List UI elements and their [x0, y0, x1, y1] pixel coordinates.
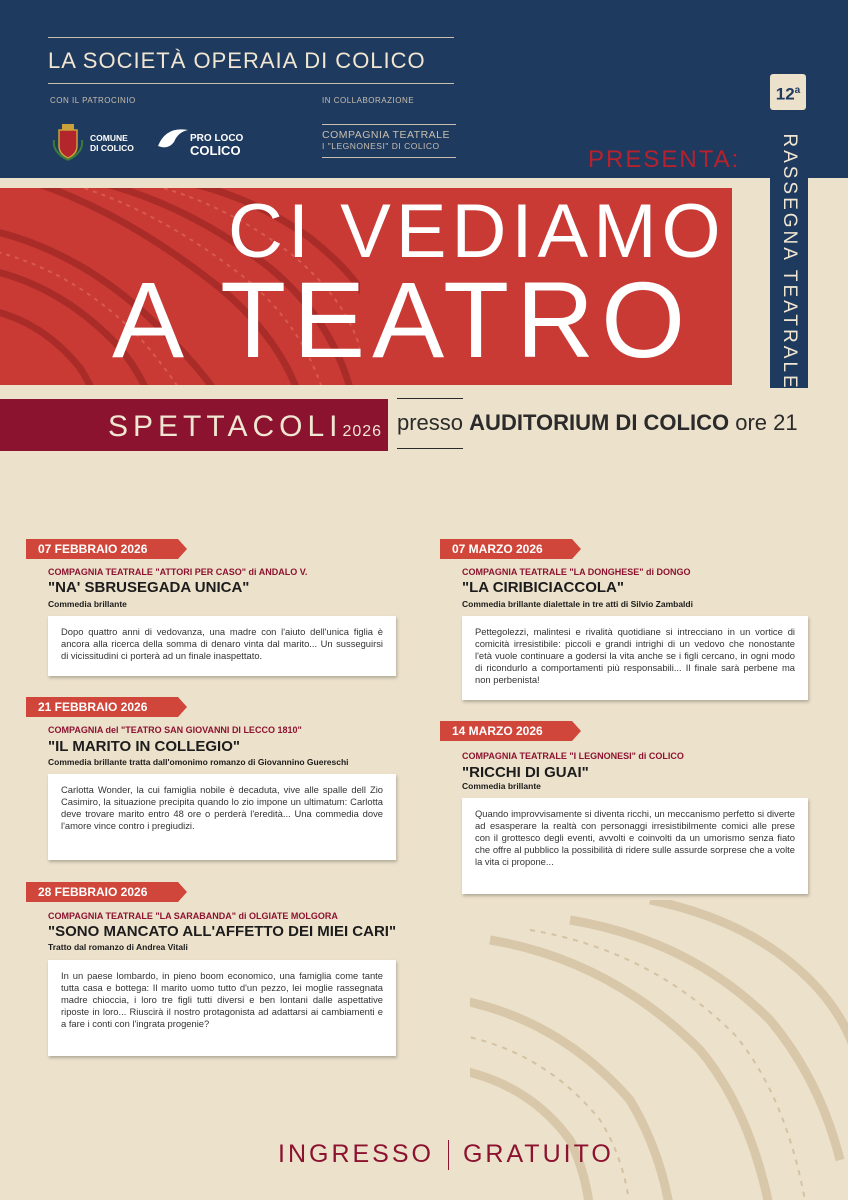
- company-collab-line1: COMPAGNIA TEATRALE: [322, 129, 451, 141]
- venue-line: [397, 410, 798, 436]
- proloco-label: [190, 133, 243, 157]
- show-company: COMPAGNIA TEATRALE "LA SARABANDA" di OLGIATE MOLGORA: [48, 911, 338, 921]
- show-company: COMPAGNIA TEATRALE "ATTORI PER CASO" di ANDALO V.: [48, 567, 308, 577]
- show-title: "RICCHI DI GUAI": [462, 764, 589, 781]
- edition-badge: [770, 74, 806, 110]
- show-description: Quando improvvisamente si diventa ricchi, un meccanismo perfetto si diverte ad esasperare la realtà con personaggi irresistibilmente comici alle prese con il grottesco degli eventi, avvolti e coinvolti da un umorismo senza fiato che offre al pubblico la possibilità di ridere sulle assurde sorprese che a volte la vita ci propone...: [462, 798, 808, 894]
- comune-crest-icon: [50, 122, 86, 162]
- divider: [322, 124, 456, 125]
- divider: [397, 398, 463, 399]
- show-date-tag: 07 FEBBRAIO 2026: [26, 539, 178, 559]
- organizer-title: LA SOCIETÀ OPERAIA DI COLICO: [48, 48, 426, 73]
- show-description: Pettegolezzi, malintesi e rivalità quotidiane si intrecciano in un vortice di comicità irresistibile: piccoli e grandi intrighi di un vedovo che nonostante l'età vuole continuare a godersi la vita anche se i figli cercano, in ogni modo di ricondurlo a comportamenti più responsabili... Il finale sarà perbene ma non perbenista!: [462, 616, 808, 700]
- rassegna-label: RASSEGNA TEATRALE: [779, 133, 800, 391]
- venue-place: AUDITORIUM DI COLICO: [469, 410, 730, 435]
- divider: [322, 157, 456, 158]
- footer-separator: [448, 1140, 449, 1170]
- edition-sup: a: [794, 85, 801, 96]
- show-company: COMPAGNIA TEATRALE "LA DONGHESE" di DONGO: [462, 567, 691, 577]
- comune-label: [90, 133, 134, 153]
- company-collab-line2: I "LEGNONESI" DI COLICO: [322, 141, 440, 151]
- spettacoli-text: SPETTACOLI: [108, 410, 343, 443]
- show-title: "IL MARITO IN COLLEGIO": [48, 738, 241, 755]
- show-genre: Commedia brillante tratta dall'omonimo romanzo di Giovannino Guereschi: [48, 757, 349, 767]
- show-description: In un paese lombardo, in pieno boom economico, una famiglia come tante tutta casa e bottega: Il marito uomo tutto d'un pezzo, lei moglie rassegnata madre chioccia, i loro tre figli tutti diversi e ben lontani dalle aspettative riposte in loro... Riuscirà il nostro protagonista ad adattarsi ai cambiamenti e a fare i conti con l'ingrata progenie?: [48, 960, 396, 1056]
- proloco-line2: COLICO: [190, 143, 241, 158]
- presenta-label: PRESENTA:: [588, 146, 741, 173]
- show-genre: Commedia brillante: [462, 781, 541, 791]
- collab-label: IN COLLABORAZIONE: [322, 96, 415, 105]
- comune-line2: DI COLICO: [90, 143, 134, 153]
- proloco-logo-icon: [156, 124, 192, 154]
- free-entry-label: [278, 1140, 614, 1170]
- divider: [48, 37, 454, 38]
- show-company: COMPAGNIA del "TEATRO SAN GIOVANNI DI LECCO 1810": [48, 725, 302, 735]
- gratuito-text: GRATUITO: [462, 1140, 614, 1168]
- show-title: "NA' SBRUSEGADA UNICA": [48, 579, 250, 596]
- show-title: "LA CIRIBICIACCOLA": [462, 579, 624, 596]
- show-description: Dopo quattro anni di vedovanza, una madre con l'aiuto dell'unica figlia è ancora alla ricerca della somma di denaro vinta dal marito... Un susseguirsi di vicissitudini ci porterà ad un finale inaspettato.: [48, 616, 396, 676]
- comune-line1: COMUNE: [90, 133, 128, 143]
- show-title: "SONO MANCATO ALL'AFFETTO DEI MIEI CARI": [48, 923, 397, 940]
- rassegna-label-wrap: [770, 133, 808, 391]
- divider: [48, 83, 454, 84]
- show-description: Carlotta Wonder, la cui famiglia nobile è decaduta, vive alle spalle dell Zio Casimiro, la situazione precipita quando lo zio impone un ultimatum: Carlotta deve trovare marito entro 48 ore o perderà l'eredità... Una commedia dove l'amore vince contro i pregiudizi.: [48, 774, 396, 860]
- spettacoli-label: [108, 410, 382, 444]
- divider: [397, 448, 463, 449]
- show-genre: Commedia brillante dialettale in tre atti di Silvio Zambaldi: [462, 599, 693, 609]
- ingresso-text: INGRESSO: [278, 1140, 434, 1168]
- show-date-tag: 14 MARZO 2026: [440, 721, 572, 741]
- proloco-line1: PRO LOCO: [190, 133, 244, 144]
- show-genre: Commedia brillante: [48, 599, 127, 609]
- title-line2: A TEATRO: [112, 259, 693, 380]
- show-company: COMPAGNIA TEATRALE "I LEGNONESI" di COLICO: [462, 751, 684, 761]
- patronage-label: CON IL PATROCINIO: [50, 96, 136, 105]
- show-date-tag: 07 MARZO 2026: [440, 539, 572, 559]
- show-date-tag: 28 FEBBRAIO 2026: [26, 882, 178, 902]
- title-line1: CI VEDIAMO: [228, 189, 726, 274]
- show-date-tag: 21 FEBBRAIO 2026: [26, 697, 178, 717]
- edition-number: 12: [775, 84, 795, 104]
- company-collab: [322, 130, 450, 152]
- show-genre: Tratto dal romanzo di Andrea Vitali: [48, 942, 188, 952]
- spettacoli-year: 2026: [342, 423, 383, 440]
- venue-prefix: presso: [397, 410, 464, 435]
- venue-time: ore 21: [735, 410, 798, 435]
